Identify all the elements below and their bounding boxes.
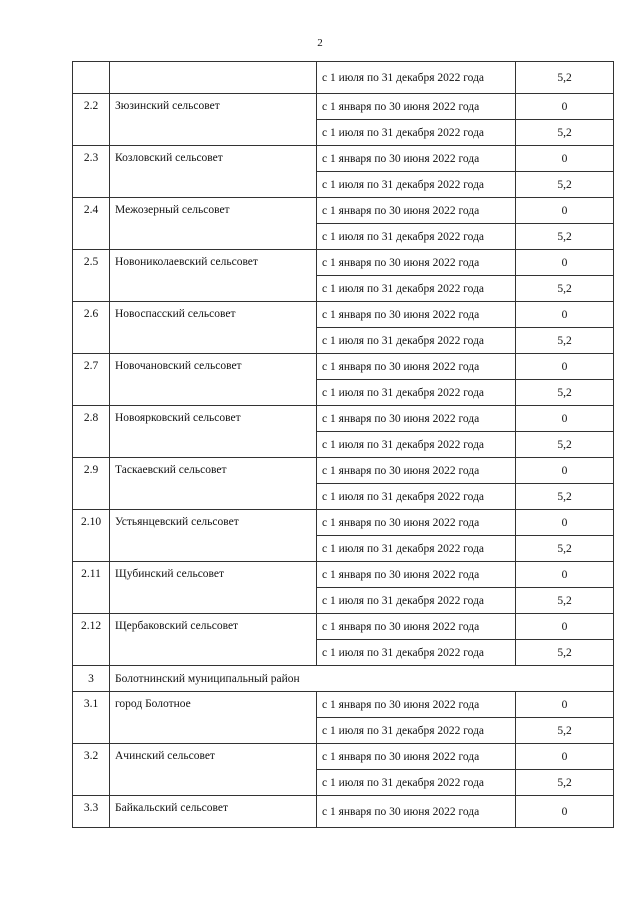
settlement-name-cell: Ачинский сельсовет xyxy=(110,744,317,796)
table-row xyxy=(73,146,614,172)
row-number-cell: 3.1 xyxy=(73,692,110,744)
value-cell: 5,2 xyxy=(516,380,614,406)
value-cell: 0 xyxy=(516,250,614,276)
table-row xyxy=(73,406,614,432)
period-cell: с 1 июля по 31 декабря 2022 года xyxy=(317,172,516,198)
value-cell: 0 xyxy=(516,302,614,328)
value-cell: 0 xyxy=(516,146,614,172)
period-cell: с 1 января по 30 июня 2022 года xyxy=(317,302,516,328)
value-cell: 0 xyxy=(516,614,614,640)
period-cell: с 1 июля по 31 декабря 2022 года xyxy=(317,62,516,94)
row-number-cell: 2.12 xyxy=(73,614,110,666)
value-cell: 0 xyxy=(516,354,614,380)
row-number-cell: 2.4 xyxy=(73,198,110,250)
table-row xyxy=(73,692,614,718)
period-cell: с 1 июля по 31 декабря 2022 года xyxy=(317,432,516,458)
value-cell: 0 xyxy=(516,406,614,432)
settlement-name-cell xyxy=(110,62,317,94)
row-number-cell: 2.9 xyxy=(73,458,110,510)
value-cell: 5,2 xyxy=(516,328,614,354)
row-number-cell: 2.11 xyxy=(73,562,110,614)
row-number-cell: 2.10 xyxy=(73,510,110,562)
settlement-name-cell: Новоспасский сельсовет xyxy=(110,302,317,354)
settlement-name-cell: Новочановский сельсовет xyxy=(110,354,317,406)
value-cell: 5,2 xyxy=(516,536,614,562)
value-cell: 0 xyxy=(516,510,614,536)
page-number: 2 xyxy=(317,37,323,49)
row-number-cell: 3.2 xyxy=(73,744,110,796)
period-cell: с 1 января по 30 июня 2022 года xyxy=(317,692,516,718)
table-row xyxy=(73,562,614,588)
value-cell: 5,2 xyxy=(516,432,614,458)
row-number-cell: 2.5 xyxy=(73,250,110,302)
value-cell: 0 xyxy=(516,692,614,718)
period-cell: с 1 июля по 31 декабря 2022 года xyxy=(317,718,516,744)
value-cell: 5,2 xyxy=(516,484,614,510)
value-cell: 5,2 xyxy=(516,718,614,744)
value-cell: 5,2 xyxy=(516,224,614,250)
settlement-name-cell: город Болотное xyxy=(110,692,317,744)
value-cell: 5,2 xyxy=(516,62,614,94)
value-cell: 0 xyxy=(516,562,614,588)
tariff-table xyxy=(72,61,614,828)
period-cell: с 1 января по 30 июня 2022 года xyxy=(317,146,516,172)
table-row xyxy=(73,614,614,640)
value-cell: 5,2 xyxy=(516,276,614,302)
table-row xyxy=(73,796,614,828)
row-number-cell: 2.3 xyxy=(73,146,110,198)
value-cell: 5,2 xyxy=(516,172,614,198)
period-cell: с 1 января по 30 июня 2022 года xyxy=(317,614,516,640)
value-cell: 5,2 xyxy=(516,640,614,666)
value-cell: 0 xyxy=(516,458,614,484)
period-cell: с 1 января по 30 июня 2022 года xyxy=(317,744,516,770)
period-cell: с 1 июля по 31 декабря 2022 года xyxy=(317,224,516,250)
settlement-name-cell: Щербаковский сельсовет xyxy=(110,614,317,666)
period-cell: с 1 января по 30 июня 2022 года xyxy=(317,94,516,120)
table-row xyxy=(73,458,614,484)
period-cell: с 1 июля по 31 декабря 2022 года xyxy=(317,536,516,562)
row-number-cell: 2.8 xyxy=(73,406,110,458)
period-cell: с 1 июля по 31 декабря 2022 года xyxy=(317,588,516,614)
settlement-name-cell: Новониколаевский сельсовет xyxy=(110,250,317,302)
period-cell: с 1 января по 30 июня 2022 года xyxy=(317,354,516,380)
table-row xyxy=(73,198,614,224)
period-cell: с 1 января по 30 июня 2022 года xyxy=(317,510,516,536)
row-number-cell: 2.2 xyxy=(73,94,110,146)
value-cell: 5,2 xyxy=(516,770,614,796)
period-cell: с 1 июля по 31 декабря 2022 года xyxy=(317,484,516,510)
settlement-name-cell: Межозерный сельсовет xyxy=(110,198,317,250)
table-row xyxy=(73,62,614,94)
settlement-name-cell: Байкальский сельсовет xyxy=(110,796,317,828)
value-cell: 0 xyxy=(516,796,614,828)
row-number-cell: 2.6 xyxy=(73,302,110,354)
table-row xyxy=(73,94,614,120)
row-number-cell xyxy=(73,62,110,94)
period-cell: с 1 января по 30 июня 2022 года xyxy=(317,562,516,588)
value-cell: 0 xyxy=(516,198,614,224)
tariff-table-body xyxy=(73,62,614,828)
table-row xyxy=(73,302,614,328)
period-cell: с 1 июля по 31 декабря 2022 года xyxy=(317,120,516,146)
table-row xyxy=(73,250,614,276)
period-cell: с 1 июля по 31 декабря 2022 года xyxy=(317,276,516,302)
settlement-name-cell: Таскаевский сельсовет xyxy=(110,458,317,510)
district-name-cell: Болотнинский муниципальный район xyxy=(110,666,614,692)
settlement-name-cell: Новоярковский сельсовет xyxy=(110,406,317,458)
value-cell: 0 xyxy=(516,744,614,770)
period-cell: с 1 января по 30 июня 2022 года xyxy=(317,796,516,828)
district-row xyxy=(73,666,614,692)
settlement-name-cell: Щубинский сельсовет xyxy=(110,562,317,614)
settlement-name-cell: Зюзинский сельсовет xyxy=(110,94,317,146)
period-cell: с 1 января по 30 июня 2022 года xyxy=(317,406,516,432)
settlement-name-cell: Козловский сельсовет xyxy=(110,146,317,198)
table-row xyxy=(73,744,614,770)
period-cell: с 1 июля по 31 декабря 2022 года xyxy=(317,380,516,406)
period-cell: с 1 июля по 31 декабря 2022 года xyxy=(317,328,516,354)
row-number-cell: 2.7 xyxy=(73,354,110,406)
table-row xyxy=(73,354,614,380)
district-number-cell: 3 xyxy=(73,666,110,692)
value-cell: 5,2 xyxy=(516,588,614,614)
period-cell: с 1 января по 30 июня 2022 года xyxy=(317,250,516,276)
period-cell: с 1 января по 30 июня 2022 года xyxy=(317,198,516,224)
period-cell: с 1 июля по 31 декабря 2022 года xyxy=(317,770,516,796)
period-cell: с 1 июля по 31 декабря 2022 года xyxy=(317,640,516,666)
period-cell: с 1 января по 30 июня 2022 года xyxy=(317,458,516,484)
value-cell: 0 xyxy=(516,94,614,120)
settlement-name-cell: Устьянцевский сельсовет xyxy=(110,510,317,562)
value-cell: 5,2 xyxy=(516,120,614,146)
row-number-cell: 3.3 xyxy=(73,796,110,828)
table-row xyxy=(73,510,614,536)
